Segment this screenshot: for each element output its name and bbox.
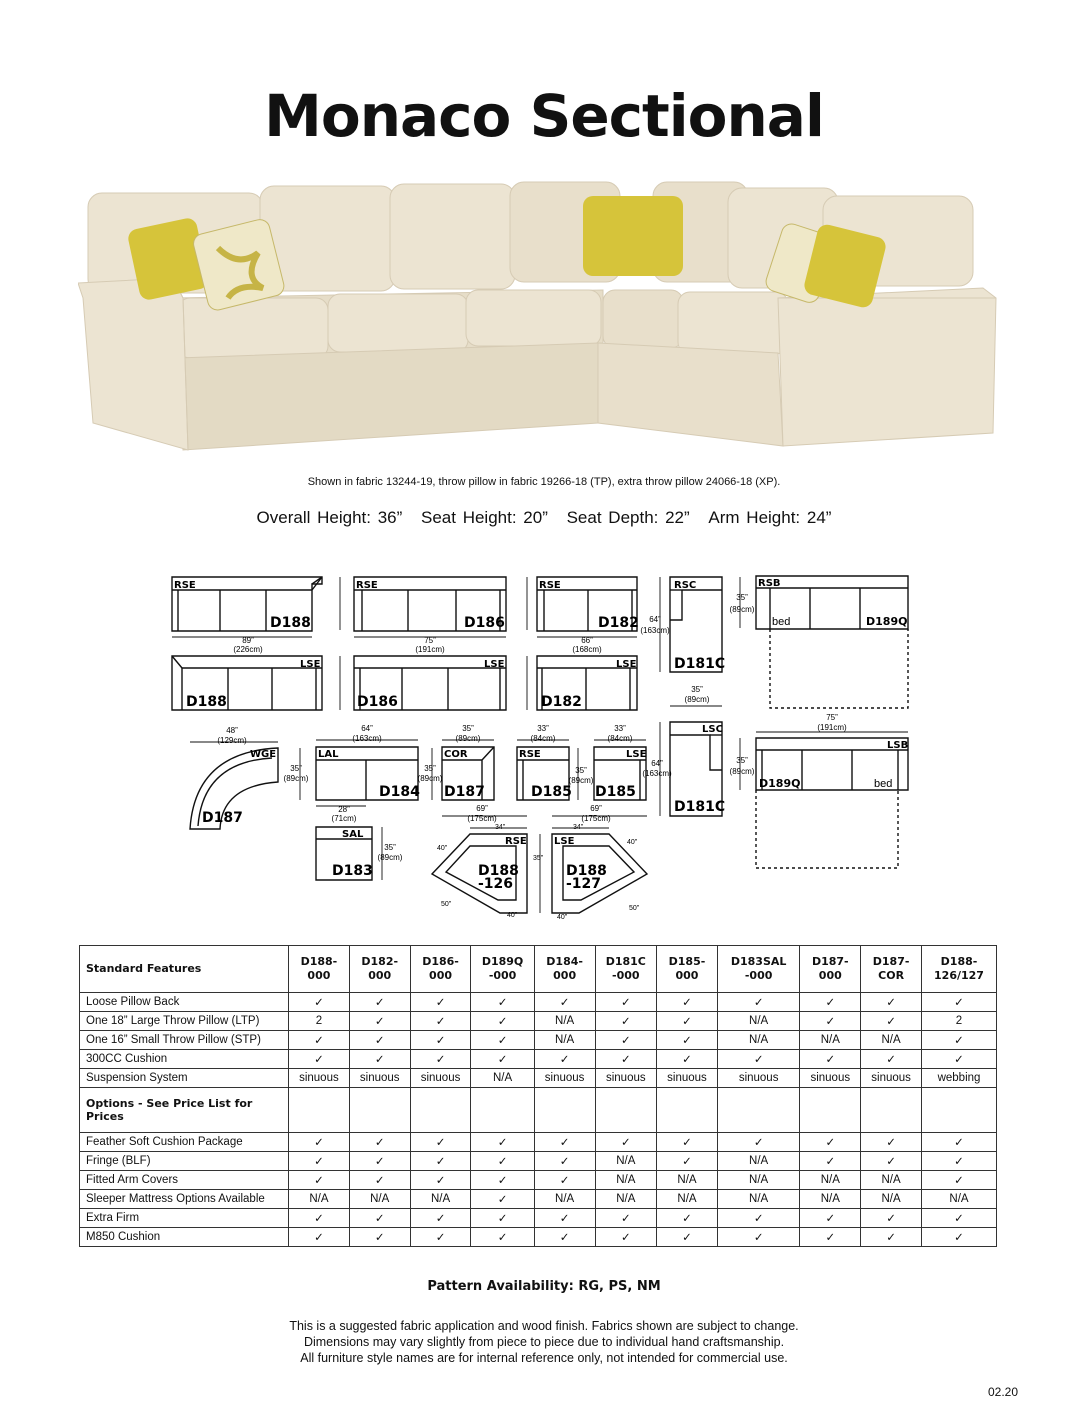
code-d186-rse: D186 bbox=[464, 615, 505, 631]
dim-d185-lse-width-cm: (84cm) bbox=[607, 734, 633, 743]
feature-cell: N/A bbox=[861, 1031, 922, 1050]
feature-cell: ✓ bbox=[349, 1152, 410, 1171]
tag-d181c-rsc: RSC bbox=[674, 580, 697, 591]
table-column-header bbox=[534, 946, 595, 993]
tag-d185-lse: LSE bbox=[626, 749, 647, 760]
feature-cell: N/A bbox=[717, 1152, 799, 1171]
tag-d186-lse: LSE bbox=[484, 659, 505, 670]
column-header-line: D185- bbox=[668, 955, 706, 968]
feature-cell: ✓ bbox=[534, 1209, 595, 1228]
dim-d187-cor-width: 35” bbox=[462, 724, 474, 733]
feature-cell: ✓ bbox=[717, 1133, 799, 1152]
feature-cell: ✓ bbox=[289, 1209, 350, 1228]
feature-cell: ✓ bbox=[717, 1050, 799, 1069]
column-header-line: -000 bbox=[612, 969, 640, 982]
feature-cell: ✓ bbox=[534, 1171, 595, 1190]
feature-cell: ✓ bbox=[595, 1133, 657, 1152]
column-header-line: 000 bbox=[368, 969, 392, 982]
dim-d182-width-cm: (168cm) bbox=[572, 645, 602, 654]
dim-d181c-depth: 64” bbox=[649, 615, 661, 624]
feature-cell: ✓ bbox=[534, 1228, 595, 1247]
dim-d189q-depth-cm: (89cm) bbox=[729, 605, 755, 614]
column-header-line: D189Q bbox=[481, 955, 524, 968]
tag-d188-127: LSE bbox=[554, 836, 575, 847]
arm-height: Arm Height: 24” bbox=[708, 508, 832, 527]
dim-d189q-lsb-width: 75” bbox=[826, 713, 838, 722]
code-d186-lse: D186 bbox=[357, 694, 398, 710]
feature-label: Sleeper Mattress Options Available bbox=[80, 1190, 289, 1209]
feature-cell: ✓ bbox=[471, 1133, 534, 1152]
dim-d185-depth-cm: (89cm) bbox=[568, 776, 594, 785]
feature-cell: ✓ bbox=[410, 993, 471, 1012]
table-row bbox=[80, 1209, 997, 1228]
feature-cell: ✓ bbox=[717, 1228, 799, 1247]
feature-cell: N/A bbox=[717, 1171, 799, 1190]
empty-cell bbox=[657, 1088, 718, 1133]
feature-cell: N/A bbox=[595, 1152, 657, 1171]
dim-d187-cor-depth-cm: (89cm) bbox=[417, 774, 443, 783]
feature-cell: ✓ bbox=[800, 1133, 861, 1152]
table-column-header bbox=[471, 946, 534, 993]
feature-cell: ✓ bbox=[861, 1050, 922, 1069]
dim-d187-width: 48” bbox=[226, 726, 238, 735]
feature-cell: ✓ bbox=[349, 993, 410, 1012]
feature-label: 300CC Cushion bbox=[80, 1050, 289, 1069]
feature-cell: ✓ bbox=[717, 993, 799, 1012]
column-header-line: 000 bbox=[675, 969, 699, 982]
tag-d183-sal: SAL bbox=[342, 829, 364, 840]
feature-cell: ✓ bbox=[471, 1190, 534, 1209]
column-header-line: 126/127 bbox=[934, 969, 984, 982]
pattern-availability: Pattern Availability: RG, PS, NM bbox=[427, 1279, 661, 1294]
dim-d181c-width-cm: (89cm) bbox=[684, 695, 710, 704]
feature-cell: ✓ bbox=[471, 1228, 534, 1247]
feature-cell: ✓ bbox=[922, 1133, 997, 1152]
feature-cell: ✓ bbox=[922, 1171, 997, 1190]
feature-label: Extra Firm bbox=[80, 1209, 289, 1228]
table-row bbox=[80, 1152, 997, 1171]
overall-height: Overall Height: 36” bbox=[256, 508, 403, 527]
feature-cell: ✓ bbox=[534, 1050, 595, 1069]
dim-d182-width: 66” bbox=[581, 636, 593, 645]
table-column-header bbox=[717, 946, 799, 993]
feature-cell: N/A bbox=[717, 1031, 799, 1050]
feature-cell: ✓ bbox=[349, 1209, 410, 1228]
feature-cell: N/A bbox=[717, 1190, 799, 1209]
feature-cell: sinuous bbox=[800, 1069, 861, 1088]
dim-d185-rse-width: 33” bbox=[537, 724, 549, 733]
feature-cell: ✓ bbox=[800, 1012, 861, 1031]
code-d189q-rsb: D189Q bbox=[866, 615, 908, 628]
dim-d188-127-40a: 40” bbox=[626, 839, 638, 846]
feature-cell: N/A bbox=[534, 1190, 595, 1209]
feature-cell: N/A bbox=[595, 1171, 657, 1190]
feature-cell: N/A bbox=[657, 1190, 718, 1209]
dim-d188-126-50: 50” bbox=[440, 901, 452, 908]
feature-cell: sinuous bbox=[717, 1069, 799, 1088]
empty-cell bbox=[595, 1088, 657, 1133]
dim-d184-width: 64” bbox=[361, 724, 373, 733]
feature-cell: ✓ bbox=[861, 993, 922, 1012]
feature-cell: ✓ bbox=[410, 1050, 471, 1069]
column-header-line: D181C bbox=[605, 955, 646, 968]
feature-cell: N/A bbox=[289, 1190, 350, 1209]
code-d188-126: D188 bbox=[478, 863, 519, 879]
feature-cell: ✓ bbox=[595, 1012, 657, 1031]
table-column-header bbox=[289, 946, 350, 993]
feature-cell: sinuous bbox=[534, 1069, 595, 1088]
table-row bbox=[80, 1031, 997, 1050]
code-d187-cor: D187 bbox=[444, 784, 485, 800]
code-d183-sal: D183 bbox=[332, 863, 373, 879]
feature-cell: ✓ bbox=[595, 1209, 657, 1228]
feature-cell: ✓ bbox=[657, 993, 718, 1012]
feature-cell: ✓ bbox=[349, 1012, 410, 1031]
feature-cell: ✓ bbox=[861, 1152, 922, 1171]
code-d185-rse: D185 bbox=[531, 784, 572, 800]
empty-cell bbox=[534, 1088, 595, 1133]
code-d184-lal: D184 bbox=[379, 784, 420, 800]
feature-cell: ✓ bbox=[657, 1012, 718, 1031]
feature-cell: webbing bbox=[922, 1069, 997, 1088]
feature-cell: sinuous bbox=[861, 1069, 922, 1088]
empty-cell bbox=[289, 1088, 350, 1133]
column-header-line: D183SAL bbox=[730, 955, 787, 968]
feature-cell: ✓ bbox=[289, 993, 350, 1012]
feature-cell: ✓ bbox=[800, 1228, 861, 1247]
bed-label-rsb: bed bbox=[772, 616, 791, 628]
feature-cell: ✓ bbox=[861, 1209, 922, 1228]
bed-label-lsb: bed bbox=[874, 778, 893, 790]
feature-cell: ✓ bbox=[595, 993, 657, 1012]
table-header-standard-features: Standard Features bbox=[80, 946, 289, 993]
code-d188-126-suffix: -126 bbox=[478, 876, 514, 892]
column-header-line: -000 bbox=[744, 969, 773, 982]
feature-cell: ✓ bbox=[471, 1050, 534, 1069]
feature-cell: N/A bbox=[410, 1190, 471, 1209]
feature-cell: ✓ bbox=[800, 1152, 861, 1171]
feature-cell: ✓ bbox=[922, 1050, 997, 1069]
tag-d185-rse: RSE bbox=[519, 749, 541, 760]
page-title: Monaco Sectional bbox=[264, 82, 824, 150]
feature-cell: sinuous bbox=[410, 1069, 471, 1088]
feature-cell: ✓ bbox=[289, 1171, 350, 1190]
feature-cell: ✓ bbox=[289, 1152, 350, 1171]
seat-height: Seat Height: 20” bbox=[421, 508, 548, 527]
feature-cell: ✓ bbox=[349, 1228, 410, 1247]
dim-d184-depth-cm: (71cm) bbox=[331, 814, 357, 823]
feature-cell: ✓ bbox=[861, 1133, 922, 1152]
seat-depth: Seat Depth: 22” bbox=[566, 508, 690, 527]
feature-cell: ✓ bbox=[922, 993, 997, 1012]
dim-d184-width-cm: (163cm) bbox=[352, 734, 382, 743]
feature-cell: ✓ bbox=[800, 993, 861, 1012]
feature-cell: ✓ bbox=[471, 1209, 534, 1228]
table-column-header bbox=[657, 946, 718, 993]
disclaimer-line: Dimensions may vary slightly from piece to piece due to individual hand craftsmanship. bbox=[303, 1335, 785, 1349]
feature-cell: ✓ bbox=[922, 1209, 997, 1228]
table-column-header bbox=[800, 946, 861, 993]
disclaimer-line: All furniture style names are for internal reference only, not intended for commercial use. bbox=[300, 1351, 788, 1365]
tag-d189q-lsb: LSB bbox=[887, 740, 909, 751]
dim-d188-126-side: 34” bbox=[494, 824, 506, 831]
feature-cell: N/A bbox=[657, 1171, 718, 1190]
feature-cell: N/A bbox=[595, 1190, 657, 1209]
feature-cell: ✓ bbox=[410, 1171, 471, 1190]
table-body bbox=[80, 993, 997, 1247]
options-section-row bbox=[80, 1088, 997, 1133]
feature-cell: ✓ bbox=[922, 1031, 997, 1050]
column-header-line: D182- bbox=[361, 955, 399, 968]
table-row bbox=[80, 1228, 997, 1247]
feature-cell: ✓ bbox=[657, 1050, 718, 1069]
table-header-row bbox=[80, 946, 997, 993]
feature-label: Fitted Arm Covers bbox=[80, 1171, 289, 1190]
disclaimer-line: This is a suggested fabric application and wood finish. Fabrics shown are subject to change. bbox=[289, 1319, 799, 1333]
feature-cell: ✓ bbox=[657, 1228, 718, 1247]
column-header-line: D184- bbox=[546, 955, 583, 968]
column-header-line: -000 bbox=[488, 969, 517, 982]
dim-d183-depth: 35” bbox=[384, 843, 396, 852]
empty-cell bbox=[471, 1088, 534, 1133]
dim-d187-depth-cm: (89cm) bbox=[283, 774, 309, 783]
tag-d188-rse: RSE bbox=[174, 580, 196, 591]
disclaimer bbox=[0, 1318, 1088, 1366]
table-row bbox=[80, 1171, 997, 1190]
table-row bbox=[80, 1190, 997, 1209]
dim-d188-127-width-cm: (175cm) bbox=[581, 814, 611, 823]
empty-cell bbox=[717, 1088, 799, 1133]
feature-cell: N/A bbox=[534, 1012, 595, 1031]
dim-d188-126-40b: 40” bbox=[506, 912, 518, 919]
feature-cell: ✓ bbox=[349, 1133, 410, 1152]
feature-label: One 18” Large Throw Pillow (LTP) bbox=[80, 1012, 289, 1031]
column-header-line: D187- bbox=[872, 955, 910, 968]
feature-cell: ✓ bbox=[289, 1050, 350, 1069]
feature-label: Fringe (BLF) bbox=[80, 1152, 289, 1171]
feature-cell: ✓ bbox=[595, 1031, 657, 1050]
feature-cell: ✓ bbox=[922, 1152, 997, 1171]
dim-d188-126-40a: 40” bbox=[436, 845, 448, 852]
code-d188-rse: D188 bbox=[270, 615, 311, 631]
tag-d188-lse: LSE bbox=[300, 659, 321, 670]
feature-label: One 16” Small Throw Pillow (STP) bbox=[80, 1031, 289, 1050]
dim-d188-127-50: 50” bbox=[628, 905, 640, 912]
dim-d188-width: 89” bbox=[242, 636, 254, 645]
dim-d187-width-cm: (129cm) bbox=[217, 736, 247, 745]
table-column-header bbox=[861, 946, 922, 993]
empty-cell bbox=[349, 1088, 410, 1133]
feature-cell: ✓ bbox=[861, 1012, 922, 1031]
feature-cell: ✓ bbox=[657, 1133, 718, 1152]
feature-label: Loose Pillow Back bbox=[80, 993, 289, 1012]
feature-cell: N/A bbox=[534, 1031, 595, 1050]
tag-d188-126: RSE bbox=[505, 836, 527, 847]
dim-d188-126-35: 35” bbox=[532, 855, 544, 862]
feature-cell: ✓ bbox=[657, 1209, 718, 1228]
diagram-d189q-rsb bbox=[756, 576, 908, 708]
feature-cell: sinuous bbox=[349, 1069, 410, 1088]
features-table bbox=[79, 945, 997, 1247]
dim-d187-cor-width-cm: (89cm) bbox=[455, 734, 481, 743]
empty-cell bbox=[861, 1088, 922, 1133]
column-header-line: COR bbox=[878, 969, 905, 982]
tag-d182-lse: LSE bbox=[616, 659, 637, 670]
column-header-line: D187- bbox=[811, 955, 849, 968]
feature-cell: ✓ bbox=[800, 1050, 861, 1069]
dim-d188-126-width-cm: (175cm) bbox=[467, 814, 497, 823]
feature-cell: 2 bbox=[922, 1012, 997, 1031]
feature-cell: ✓ bbox=[410, 1031, 471, 1050]
dim-d186-width: 75” bbox=[424, 636, 436, 645]
dim-d189q-lsb-depth: 35” bbox=[736, 756, 748, 765]
feature-cell: ✓ bbox=[471, 1152, 534, 1171]
dim-d184-depth: 28” bbox=[338, 805, 350, 814]
code-d182-lse: D182 bbox=[541, 694, 582, 710]
feature-cell: ✓ bbox=[595, 1228, 657, 1247]
column-header-line: 000 bbox=[818, 969, 842, 982]
dim-d188-127-side: 34” bbox=[572, 824, 584, 831]
feature-cell: ✓ bbox=[861, 1228, 922, 1247]
feature-cell: N/A bbox=[800, 1031, 861, 1050]
dim-d188-127-width: 69” bbox=[590, 804, 602, 813]
column-header-line: 000 bbox=[553, 969, 577, 982]
feature-cell: N/A bbox=[922, 1190, 997, 1209]
code-d181c-rsc: D181C bbox=[674, 656, 726, 672]
feature-cell: ✓ bbox=[410, 1152, 471, 1171]
dim-d186-width-cm: (191cm) bbox=[415, 645, 445, 654]
dim-d181c-lsc-depth-cm: (163cm) bbox=[642, 769, 672, 778]
code-d181c-lsc: D181C bbox=[674, 799, 726, 815]
dim-d181c-width: 35” bbox=[691, 685, 703, 694]
dim-d189q-lsb-width-cm: (191cm) bbox=[817, 723, 847, 732]
feature-cell: ✓ bbox=[595, 1050, 657, 1069]
feature-cell: ✓ bbox=[349, 1031, 410, 1050]
dim-d188-127-40b: 40” bbox=[556, 914, 568, 921]
dim-d187-cor-depth: 35” bbox=[424, 764, 436, 773]
table-column-header bbox=[349, 946, 410, 993]
code-d188-lse: D188 bbox=[186, 694, 227, 710]
dim-d185-rse-width-cm: (84cm) bbox=[530, 734, 556, 743]
diagram-d189q-lsb bbox=[756, 738, 908, 868]
feature-label: Suspension System bbox=[80, 1069, 289, 1088]
feature-cell: ✓ bbox=[534, 1152, 595, 1171]
table-row bbox=[80, 1050, 997, 1069]
table-row bbox=[80, 1012, 997, 1031]
feature-cell: sinuous bbox=[657, 1069, 718, 1088]
dim-d187-depth: 35” bbox=[290, 764, 302, 773]
empty-cell bbox=[800, 1088, 861, 1133]
table-row bbox=[80, 1133, 997, 1152]
tag-d182-rse: RSE bbox=[539, 580, 561, 591]
tag-d187-cor: COR bbox=[444, 749, 468, 760]
empty-cell bbox=[410, 1088, 471, 1133]
dim-d181c-lsc-depth: 64” bbox=[651, 759, 663, 768]
feature-cell: ✓ bbox=[410, 1133, 471, 1152]
feature-cell: ✓ bbox=[410, 1012, 471, 1031]
photo-caption: Shown in fabric 13244-19, throw pillow in fabric 19266-18 (TP), extra throw pillow 24066-18 (XP). bbox=[307, 476, 781, 488]
table-column-header bbox=[922, 946, 997, 993]
table-row bbox=[80, 993, 997, 1012]
tag-d189q-rsb: RSB bbox=[758, 578, 781, 589]
feature-label: Feather Soft Cushion Package bbox=[80, 1133, 289, 1152]
dim-d183-depth-cm: (89cm) bbox=[377, 853, 403, 862]
dim-d188-126-width: 69” bbox=[476, 804, 488, 813]
feature-cell: ✓ bbox=[534, 993, 595, 1012]
feature-cell: ✓ bbox=[471, 1171, 534, 1190]
feature-cell: ✓ bbox=[410, 1209, 471, 1228]
feature-cell: N/A bbox=[861, 1171, 922, 1190]
feature-cell: ✓ bbox=[471, 993, 534, 1012]
empty-cell bbox=[922, 1088, 997, 1133]
feature-cell: ✓ bbox=[471, 1012, 534, 1031]
feature-cell: ✓ bbox=[657, 1031, 718, 1050]
code-d189q-lsb: D189Q bbox=[759, 777, 801, 790]
feature-cell: N/A bbox=[800, 1190, 861, 1209]
feature-cell: N/A bbox=[349, 1190, 410, 1209]
feature-cell: ✓ bbox=[289, 1031, 350, 1050]
feature-cell: 2 bbox=[289, 1012, 350, 1031]
version-code: 02.20 bbox=[988, 1385, 1019, 1399]
feature-cell: N/A bbox=[717, 1012, 799, 1031]
feature-cell: ✓ bbox=[349, 1050, 410, 1069]
feature-cell: ✓ bbox=[922, 1228, 997, 1247]
tag-d187-wge: WGE bbox=[250, 749, 277, 760]
dim-d185-depth: 35” bbox=[575, 766, 587, 775]
code-d188-127-suffix: -127 bbox=[566, 876, 602, 892]
feature-cell: sinuous bbox=[595, 1069, 657, 1088]
feature-cell: ✓ bbox=[289, 1228, 350, 1247]
code-d185-lse: D185 bbox=[595, 784, 636, 800]
tag-d184-lal: LAL bbox=[318, 749, 339, 760]
tag-d181c-lsc: LSC bbox=[702, 724, 723, 735]
feature-cell: ✓ bbox=[471, 1031, 534, 1050]
feature-cell: ✓ bbox=[410, 1228, 471, 1247]
dim-d185-lse-width: 33” bbox=[614, 724, 626, 733]
options-header: Options - See Price List for Prices bbox=[80, 1088, 289, 1133]
dim-d189q-lsb-depth-cm: (89cm) bbox=[729, 767, 755, 776]
feature-label: M850 Cushion bbox=[80, 1228, 289, 1247]
code-d188-127: D188 bbox=[566, 863, 607, 879]
column-header-line: 000 bbox=[307, 969, 331, 982]
column-header-line: D188- bbox=[940, 955, 978, 968]
column-header-line: D186- bbox=[422, 955, 459, 968]
column-header-line: 000 bbox=[429, 969, 453, 982]
feature-cell: ✓ bbox=[534, 1133, 595, 1152]
feature-cell: N/A bbox=[800, 1171, 861, 1190]
feature-cell: ✓ bbox=[657, 1152, 718, 1171]
feature-cell: N/A bbox=[861, 1190, 922, 1209]
feature-cell: ✓ bbox=[349, 1171, 410, 1190]
feature-cell: ✓ bbox=[289, 1133, 350, 1152]
feature-cell: ✓ bbox=[800, 1209, 861, 1228]
tag-d186-rse: RSE bbox=[356, 580, 378, 591]
feature-cell: N/A bbox=[471, 1069, 534, 1088]
table-row bbox=[80, 1069, 997, 1088]
dim-d189q-depth: 35” bbox=[736, 593, 748, 602]
feature-cell: ✓ bbox=[717, 1209, 799, 1228]
code-d187-wge: D187 bbox=[202, 810, 243, 826]
feature-cell: sinuous bbox=[289, 1069, 350, 1088]
table-column-header bbox=[410, 946, 471, 993]
code-d182-rse: D182 bbox=[598, 615, 639, 631]
dim-d181c-depth-cm: (163cm) bbox=[640, 626, 670, 635]
table-column-header bbox=[595, 946, 657, 993]
column-header-line: D188- bbox=[300, 955, 338, 968]
dim-d188-width-cm: (226cm) bbox=[233, 645, 263, 654]
